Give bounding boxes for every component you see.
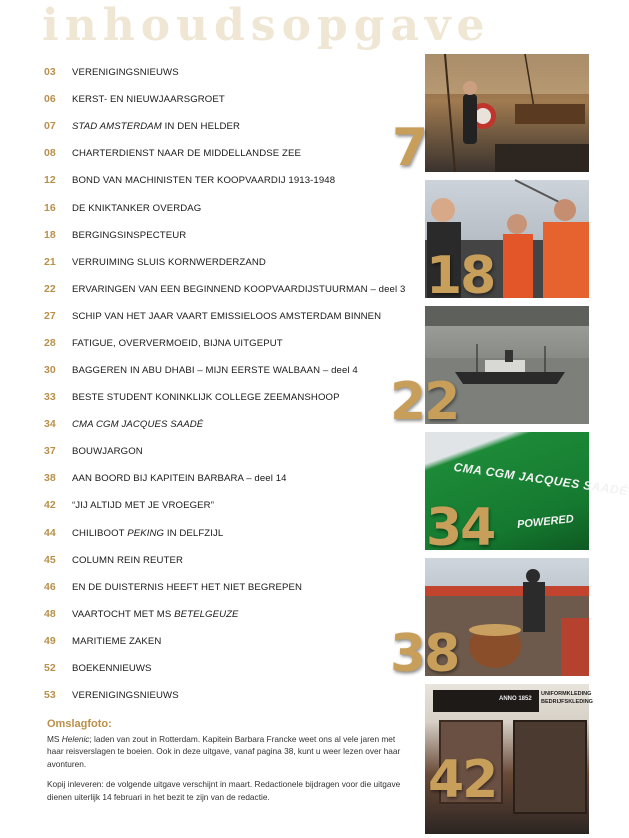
toc-title xyxy=(72,121,240,132)
toc-page-number: 28 xyxy=(44,337,56,349)
toc-row xyxy=(44,89,225,109)
toc-row xyxy=(44,441,143,461)
toc-title-part: VERENIGINGSNIEUWS xyxy=(72,66,179,78)
toc-page-number: 12 xyxy=(44,174,56,186)
toc-title xyxy=(72,473,287,484)
toc-title-part: FATIGUE, OVERVERMOEID, BIJNA UITGEPUT xyxy=(72,337,283,349)
toc-row xyxy=(44,252,266,272)
toc-page-number: 38 xyxy=(44,472,56,484)
toc-title xyxy=(72,663,152,674)
photo-page-number: 34 xyxy=(426,498,495,558)
photo-page-number: 42 xyxy=(428,750,497,810)
toc-row xyxy=(44,604,239,624)
toc-title-part: BOUWJARGON xyxy=(72,445,143,457)
toc-page-number: 49 xyxy=(44,635,56,647)
toc-title xyxy=(72,582,302,593)
toc-title xyxy=(72,257,266,268)
toc-page-number: 42 xyxy=(44,499,56,511)
toc-page-number: 07 xyxy=(44,120,56,132)
toc-title-part: PEKING xyxy=(127,527,165,539)
toc-page-number: 18 xyxy=(44,229,56,241)
toc-row xyxy=(44,143,301,163)
toc-row xyxy=(44,198,201,218)
toc-row xyxy=(44,170,335,190)
toc-page-number: 22 xyxy=(44,283,56,295)
toc-title-part: STAD AMSTERDAM xyxy=(72,120,162,132)
toc-title xyxy=(72,175,335,186)
toc-row xyxy=(44,414,203,434)
toc-title xyxy=(72,392,340,403)
toc-row xyxy=(44,631,161,651)
toc-title-part: DE KNIKTANKER OVERDAG xyxy=(72,202,202,214)
toc-title-part: KERST- EN NIEUWJAARSGROET xyxy=(72,93,225,105)
shop-door xyxy=(513,720,587,814)
toc-title xyxy=(72,67,179,78)
toc-title-part: CMA CGM JACQUES SAADÉ xyxy=(72,418,204,430)
toc-row xyxy=(44,225,186,245)
toc-page-number: 16 xyxy=(44,202,56,214)
toc-row xyxy=(44,62,179,82)
toc-page-number: 33 xyxy=(44,391,56,403)
toc-title xyxy=(72,636,161,647)
cover-note xyxy=(47,718,407,811)
cover-caption xyxy=(47,733,407,771)
toc-title xyxy=(72,555,183,566)
toc-page-number: 34 xyxy=(44,418,56,430)
toc-title-part: BETELGEUZE xyxy=(174,608,239,620)
shop-sign-right xyxy=(541,690,593,706)
toc-title xyxy=(72,690,179,701)
cover-caption-pre: MS xyxy=(47,733,62,744)
toc-title xyxy=(72,500,214,511)
toc-row xyxy=(44,387,340,407)
toc-title xyxy=(72,446,143,457)
toc-title-part: VERRUIMING SLUIS KORNWERDERZAND xyxy=(72,256,266,268)
toc-page-number: 53 xyxy=(44,689,56,701)
toc-row xyxy=(44,577,302,597)
toc-page-number: 44 xyxy=(44,527,56,539)
kopij-note: Kopij inleveren: de volgende uitgave verschijnt in maart. Redactionele bijdragen voor die uitgave dienen uiterlijk 14 februari in het bezit te zijn van de redactie. xyxy=(47,779,401,802)
cover-caption-post: ; laden van zout in Rotterdam. Kapitein Barbara Francke weet ons al vele jaren met haar reisverslagen te boeien. Ook in deze uitgave, vanaf pagina 38, kunt u weer lezen over haar avonturen. xyxy=(47,733,401,769)
toc-row xyxy=(44,685,179,705)
toc-title-part: “JIJ ALTIJD MET JE VROEGER” xyxy=(72,499,215,511)
toc-title-part: BERGINGSINSPECTEUR xyxy=(72,229,187,241)
toc-page-number: 52 xyxy=(44,662,56,674)
toc-title xyxy=(72,284,405,295)
toc-title-part: SCHIP VAN HET JAAR VAART EMISSIELOOS AMSTERDAM BINNEN xyxy=(72,310,382,322)
toc-title xyxy=(72,609,239,620)
photo-stad-amsterdam xyxy=(425,54,589,172)
toc-title-part: COLUMN REIN REUTER xyxy=(72,554,184,566)
shop-sign-right-line2: BEDRIJFSKLEDING xyxy=(541,699,593,705)
toc-title-part: AAN BOORD BIJ KAPITEIN BARBARA – deel 14 xyxy=(72,472,287,484)
cover-heading: Omslagfoto: xyxy=(47,718,112,730)
toc-title-part: BAGGEREN IN ABU DHABI – MIJN EERSTE WALBAAN – deel 4 xyxy=(72,364,358,376)
photo-page-number: 22 xyxy=(390,372,459,432)
toc-title-part: IN DELFZIJL xyxy=(164,527,224,539)
toc-row xyxy=(44,523,223,543)
toc-title xyxy=(72,203,201,214)
toc-row xyxy=(44,333,283,353)
toc-title xyxy=(72,365,358,376)
toc-title-part: MARITIEME ZAKEN xyxy=(72,635,162,647)
toc-row xyxy=(44,495,214,515)
toc-row xyxy=(44,116,240,136)
toc-title-part: BOEKENNIEUWS xyxy=(72,662,152,674)
toc-title-part: VERENIGINGSNIEUWS xyxy=(72,689,179,701)
toc-row xyxy=(44,550,183,570)
toc-title-part: ERVARINGEN VAN EEN BEGINNEND KOOPVAARDIJSTUURMAN – deel 3 xyxy=(72,283,406,295)
photo-page-number: 18 xyxy=(426,246,495,306)
toc-title-part: EN DE DUISTERNIS HEEFT HET NIET BEGREPEN xyxy=(72,581,303,593)
toc-page-number: 27 xyxy=(44,310,56,322)
toc-page-number: 46 xyxy=(44,581,56,593)
toc-title-part: BESTE STUDENT KONINKLIJK COLLEGE ZEEMANSHOOP xyxy=(72,391,340,403)
toc-title xyxy=(72,94,225,105)
toc-page-number: 03 xyxy=(44,66,56,78)
toc-page-number: 06 xyxy=(44,93,56,105)
shop-sign-right-line1: UNIFORMKLEDING xyxy=(541,691,592,697)
toc-title-part: VAARTOCHT MET MS xyxy=(72,608,175,620)
toc-page-number: 08 xyxy=(44,147,56,159)
toc-row xyxy=(44,658,152,678)
toc-page-number: 30 xyxy=(44,364,56,376)
hull-lettering: CMA CGM JACQUES SAADÉ xyxy=(452,459,629,499)
ship-deck-illustration xyxy=(425,54,589,172)
toc-title xyxy=(72,338,283,349)
toc-title-part: CHARTERDIENST NAAR DE MIDDELLANDSE ZEE xyxy=(72,147,301,159)
toc-title xyxy=(72,311,381,322)
toc-row xyxy=(44,468,287,488)
toc-title xyxy=(72,148,301,159)
hull-powered-text: POWERED xyxy=(516,513,575,531)
toc-title-part: BOND VAN MACHINISTEN TER KOOPVAARDIJ 1913-1948 xyxy=(72,174,336,186)
photo-page-number: 7 xyxy=(392,118,427,178)
toc-title-part: IN DEN HELDER xyxy=(161,120,241,132)
toc-page-number: 48 xyxy=(44,608,56,620)
toc-row xyxy=(44,306,381,326)
shop-sign-year: ANNO 1852 xyxy=(499,696,532,702)
cover-ship-name: Helenic xyxy=(61,733,90,744)
toc-page-number: 37 xyxy=(44,445,56,457)
toc-page-number: 21 xyxy=(44,256,56,268)
toc-page-number: 45 xyxy=(44,554,56,566)
toc-row xyxy=(44,360,358,380)
toc-row xyxy=(44,279,405,299)
toc-title-part: CHILIBOOT xyxy=(72,527,128,539)
toc-title xyxy=(72,419,203,430)
toc-title xyxy=(72,528,223,539)
toc-title xyxy=(72,230,186,241)
page-title: inhoudsopgave xyxy=(42,0,491,51)
photo-page-number: 38 xyxy=(390,624,459,684)
